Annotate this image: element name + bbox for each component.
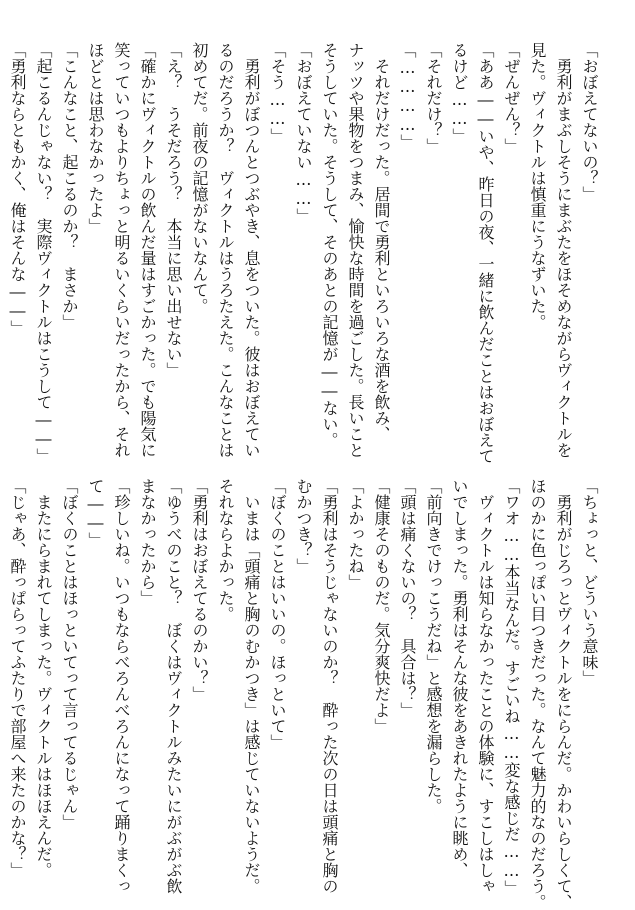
lower-text-line: 「前向きでけっこうだね」と感想を漏らした。 bbox=[424, 478, 443, 814]
lower-text-line: 「ゆうべのこと？ ぼくはヴィクトルみたいにがぶがぶ飲 bbox=[164, 478, 183, 894]
upper-text-line: るけど……」 bbox=[450, 42, 469, 144]
upper-text-line: それだけだった。居間で勇利といろいろな酒を飲み、 bbox=[372, 42, 391, 442]
upper-text-line: 「…………」 bbox=[398, 42, 417, 150]
upper-text-line: 「それだけ？」 bbox=[424, 42, 443, 154]
lower-text-line: ヴィクトルは知らなかったことの体験に、すこしはしゃ bbox=[476, 478, 495, 894]
lower-text-line: 「ワオ……本当なんだ。すごいね……変な感じだ……」 bbox=[502, 478, 521, 896]
lower-text-line: 「ちょっと、どういう意味」 bbox=[580, 478, 599, 686]
upper-text-line: 笑っていつもよりちょっと明るいくらいだったから、それ bbox=[112, 42, 131, 458]
upper-text-line: るのだろうか？ ヴィクトルはうろたえた。こんなことは bbox=[216, 42, 235, 458]
lower-text-line: またにらまれてしまった。ヴィクトルはほほえんだ。 bbox=[34, 478, 53, 878]
upper-text-block bbox=[0, 42, 599, 464]
lower-text-line: 「健康そのものだ。気分爽快だよ」 bbox=[372, 478, 391, 734]
lower-text-line: 勇利がじろっとヴィクトルをにらんだ。かわいらしくて、 bbox=[554, 478, 573, 910]
lower-text-line: 「頭は痛くないの？ 具合は？」 bbox=[398, 478, 417, 718]
upper-text-line: 見た。ヴィクトルは慎重にうなずいた。 bbox=[528, 42, 547, 330]
upper-text-line: 「確かにヴィクトルの飲んだ量はすごかった。でも陽気に bbox=[138, 42, 157, 458]
upper-text-line: ナッツや果物をつまみ、愉快な時間を過ごした。長いこと bbox=[346, 42, 365, 458]
upper-text-line: 「ぜんぜん？」 bbox=[502, 42, 521, 154]
lower-text-line: 「勇利はおぼえてるのかい？」 bbox=[190, 478, 209, 702]
lower-text-line: 「勇利はそうじゃないのか？ 酔った次の日は頭痛と胸の bbox=[320, 478, 339, 894]
lower-text-line: 「ぼくのことはほっといてって言ってるじゃん」 bbox=[60, 478, 79, 830]
upper-text-line: 勇利がぼつんとつぶやき、息をついた。彼はおぼえてい bbox=[242, 42, 261, 458]
lower-text-line: 「珍しいね。いつもならべろんべろんになって踊りまくっ bbox=[112, 478, 131, 894]
upper-text-line: 「おぼえていない……」 bbox=[294, 42, 313, 224]
upper-text-line: ほどとは思わなかったよ」 bbox=[86, 42, 105, 234]
upper-text-line: 初めてだ。前夜の記憶がないなんて。 bbox=[190, 42, 209, 314]
upper-text-line: 勇利がまぶしそうにまぶたをほそめながらヴィクトルを bbox=[554, 42, 573, 458]
lower-text-line: 「じゃあ、酔っぱらってふたりで部屋へ来たのかな？」 bbox=[8, 478, 27, 878]
lower-text-line: ほのかに色っぽい目つきだった。なんて魅力的なのだろう。 bbox=[528, 478, 547, 910]
lower-text-block bbox=[0, 478, 599, 910]
lower-text-line: 「よかったね」 bbox=[346, 478, 365, 590]
lower-text-line: 「ぼくのことはいいの。ほっといて」 bbox=[268, 478, 287, 750]
upper-text-line: 「勇利ならともかく、俺はそんな――」 bbox=[8, 42, 27, 336]
upper-text-line: 「起こるんじゃない？ 実際ヴィクトルはこうして――」 bbox=[34, 42, 53, 464]
upper-text-line: 「おぼえてないの？」 bbox=[580, 42, 599, 202]
lower-text-line: いまは「頭痛と胸のむかつき」は感じていないようだ。 bbox=[242, 478, 261, 894]
lower-text-line: まなかったから」 bbox=[138, 478, 157, 606]
lower-text-line: いでしまった。勇利はそんな彼をあきれたように眺め、 bbox=[450, 478, 469, 878]
lower-text-line: それならよかった。 bbox=[216, 478, 235, 622]
lower-text-line: むかつき？」 bbox=[294, 478, 313, 574]
upper-text-line: 「こんなこと、起こるのか？ まさか」 bbox=[60, 42, 79, 330]
upper-text-line: 「そう……」 bbox=[268, 42, 287, 144]
lower-text-line: て――」 bbox=[86, 478, 105, 548]
upper-text-line: そうしていた。そうして、そのあとの記憶が――ない。 bbox=[320, 42, 339, 448]
upper-text-line: 「え？ うそだろう？ 本当に思い出せない」 bbox=[164, 42, 183, 378]
upper-text-line: 「ああ――いや、昨日の夜、一緒に飲んだことはおぼえて bbox=[476, 42, 495, 464]
